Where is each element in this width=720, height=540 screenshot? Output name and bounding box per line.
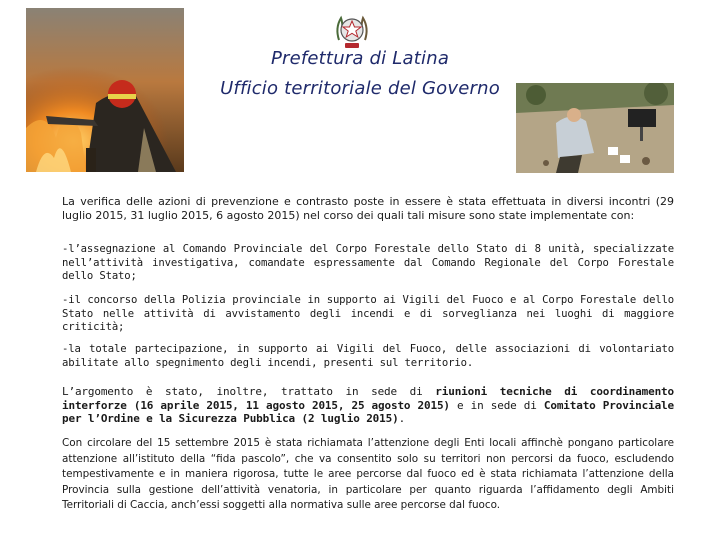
meetings-text: e in sede di	[449, 398, 544, 412]
meetings-text: .	[398, 412, 406, 425]
forest-inspection-photo	[516, 83, 674, 173]
page-subtitle: Ufficio territoriale del Governo	[220, 78, 500, 99]
circular-paragraph: Con circolare del 15 settembre 2015 è stata richiamata l’attenzione degli Enti locali affinchè pongano particolare attenzione all’istituto della “fida pascolo”, che va consentito solo su territori non percorsi da fuoco, escludendo tempestivamente e in maniera rigorosa, tutte le aree percorse dal fuoco ed è stata richiamata l’attenzione della Provincia sulla gestione dell’attività venatoria, in particolare per quanto riguarda l’affidamento degli Ambiti Territoriali di Caccia, anch’essi soggetti alla normativa sulle aree percorse dal fuoco.	[62, 437, 674, 512]
measure-item-provincial-police: -il concorso della Polizia provinciale in supporto ai Vigili del Fuoco e al Corpo Forestale dello Stato nelle attività di avvistamento degli incendi e di sorveglianza nei luoghi di maggiore criticità;	[62, 294, 674, 333]
meetings-text: L’argomento è stato, inoltre, trattato in sede di	[62, 385, 436, 398]
page-title: Prefettura di Latina	[270, 48, 450, 69]
measure-item-volunteers: -la totale partecipazione, in supporto ai Vigili del Fuoco, delle associazioni di volontariato abilitate allo spegnimento degli incendi, presenti sul territorio.	[62, 343, 674, 369]
italian-republic-emblem-icon	[333, 10, 371, 52]
meetings-technical: riunioni tecniche di coordinamento interforze (16 aprile 2015, 11 agosto 2015, 25 agosto 2015)	[62, 385, 674, 412]
meetings-paragraph	[62, 385, 674, 426]
meetings-committee: Comitato Provinciale per l’Ordine e la Sicurezza Pubblica (2 luglio 2015)	[62, 398, 674, 425]
measure-item-forestry-units: -l’assegnazione al Comando Provinciale del Corpo Forestale dello Stato di 8 unità, specializzate nell’attività investigativa, comandate espressamente dal Comando Regionale del Corpo Forestale dello Stato;	[62, 243, 674, 282]
intro-paragraph: La verifica delle azioni di prevenzione e contrasto poste in essere è stata effettuata in diversi incontri (29 luglio 2015, 31 luglio 2015, 6 agosto 2015) nel corso dei quali tali misure sono state implementate con:	[62, 195, 674, 222]
